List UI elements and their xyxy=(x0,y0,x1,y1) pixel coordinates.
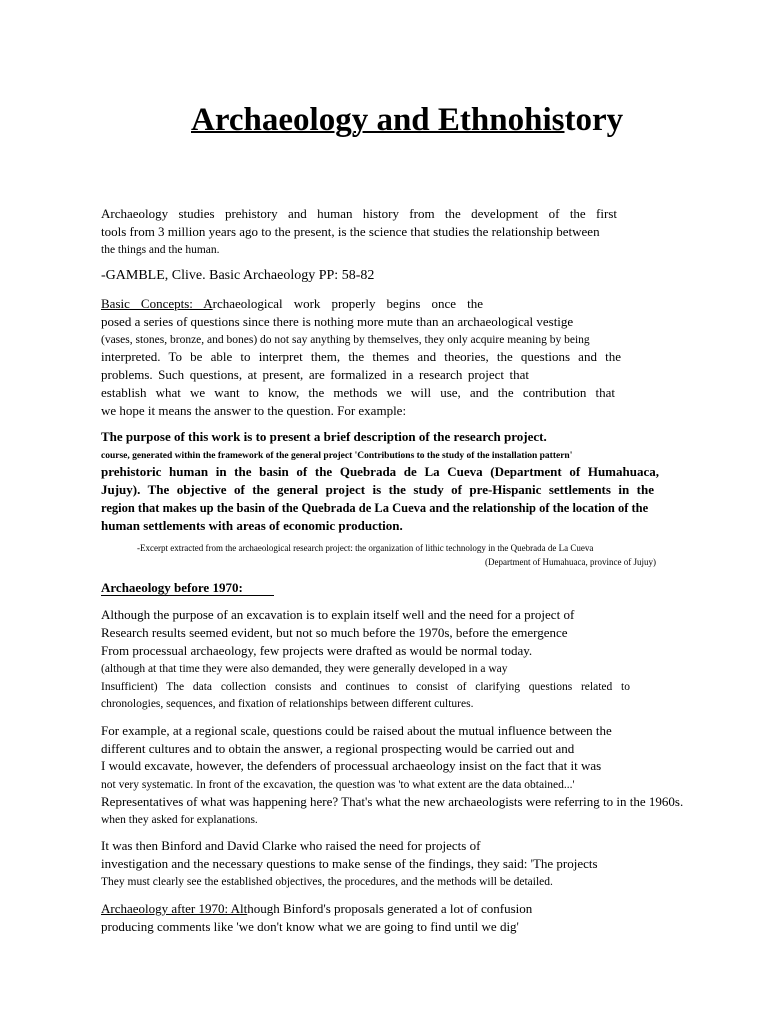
after-1970-text: hough Binford's proposals generated a lot of confusion xyxy=(247,901,533,916)
basic-concepts-line: we hope it means the answer to the question. For example: xyxy=(101,403,407,418)
paragraph-line: Although the purpose of an excavation is to explain itself well and the need for a project of xyxy=(101,607,575,622)
paragraph-line: Representatives of what was happening here? That's what the new archaeologists were referring to in the 1960s. xyxy=(101,794,684,809)
basic-concepts-line: problems. Such questions, at present, are formalized in a research project that xyxy=(101,367,529,382)
paragraph-line: From processual archaeology, few projects were drafted as would be normal today. xyxy=(101,643,533,658)
paragraph-line: when they asked for explanations. xyxy=(101,814,258,826)
document-title xyxy=(191,100,623,140)
basic-concepts-text: rchaeological work properly begins once the xyxy=(212,296,483,311)
paragraph-line: Research results seemed evident, but not so much before the 1970s, before the emergence xyxy=(101,625,568,640)
example-line: The purpose of this work is to present a brief description of the research project. xyxy=(101,429,547,444)
intro-line: Archaeology studies prehistory and human history from the development of the first xyxy=(101,206,617,221)
example-source: -Excerpt extracted from the archaeological research project: the organization of lithic technology in the Quebrada de La Cueva xyxy=(137,543,594,553)
paragraph-line: producing comments like 'we don't know what we are going to find until we dig' xyxy=(101,919,519,934)
basic-concepts-line: establish what we want to know, the methods we will use, and the contribution that xyxy=(101,385,615,400)
example-line: human settlements with areas of economic production. xyxy=(101,518,403,533)
citation: -GAMBLE, Clive. Basic Archaeology PP: 58-82 xyxy=(101,268,375,283)
paragraph-line: not very systematic. In front of the excavation, the question was 'to what extent are the data obtained...' xyxy=(101,779,575,791)
example-line: prehistoric human in the basin of the Quebrada de La Cueva (Department of Humahuaca, xyxy=(101,464,659,479)
basic-concepts-line: (vases, stones, bronze, and bones) do not say anything by themselves, they only acquire meaning by being xyxy=(101,334,590,346)
intro-line: tools from 3 million years ago to the present, is the science that studies the relationship between xyxy=(101,224,600,239)
example-line: region that makes up the basin of the Quebrada de La Cueva and the relationship of the location of the xyxy=(101,501,649,515)
paragraph-line: For example, at a regional scale, questions could be raised about the mutual influence between the xyxy=(101,723,612,738)
document-title-underlined: Archaeology and Ethnohis xyxy=(191,102,565,138)
section-heading-before-1970: Archaeology before 1970: xyxy=(101,580,274,596)
example-line: course, generated within the framework of the general project 'Contributions to the study of the installation pattern' xyxy=(101,451,573,461)
example-source: (Department of Humahuaca, province of Jujuy) xyxy=(485,557,656,567)
paragraph-line: investigation and the necessary questions to make sense of the findings, they said: 'The projects xyxy=(101,856,598,871)
basic-concepts-heading: Basic Concepts: A xyxy=(101,296,213,311)
basic-concepts-line: interpreted. To be able to interpret them, the themes and theories, the questions and the xyxy=(101,349,621,364)
paragraph-line: different cultures and to obtain the answer, a regional prospecting would be carried out and xyxy=(101,741,575,756)
paragraph-line: I would excavate, however, the defenders of processual archaeology insist on the fact that it was xyxy=(101,758,602,773)
after-1970-first-line xyxy=(101,901,532,917)
paragraph-line: They must clearly see the established objectives, the procedures, and the methods will be detailed. xyxy=(101,876,553,888)
section-heading-after-1970: Archaeology after 1970: Alt xyxy=(101,901,248,916)
paragraph-line: (although at that time they were also demanded, they were generally developed in a way xyxy=(101,663,508,675)
basic-concepts-first-line xyxy=(101,296,483,312)
example-line: Jujuy). The objective of the general project is the study of pre-Hispanic settlements in the xyxy=(101,482,654,497)
paragraph-line: chronologies, sequences, and fixation of relationships between different cultures. xyxy=(101,698,474,710)
paragraph-line: Insufficient) The data collection consists and continues to consist of clarifying questions related to xyxy=(101,681,630,693)
paragraph-line: It was then Binford and David Clarke who raised the need for projects of xyxy=(101,838,481,853)
document-title-rest: tory xyxy=(564,102,624,138)
intro-line: the things and the human. xyxy=(101,244,220,256)
basic-concepts-line: posed a series of questions since there is nothing more mute than an archaeological vestige xyxy=(101,314,574,329)
